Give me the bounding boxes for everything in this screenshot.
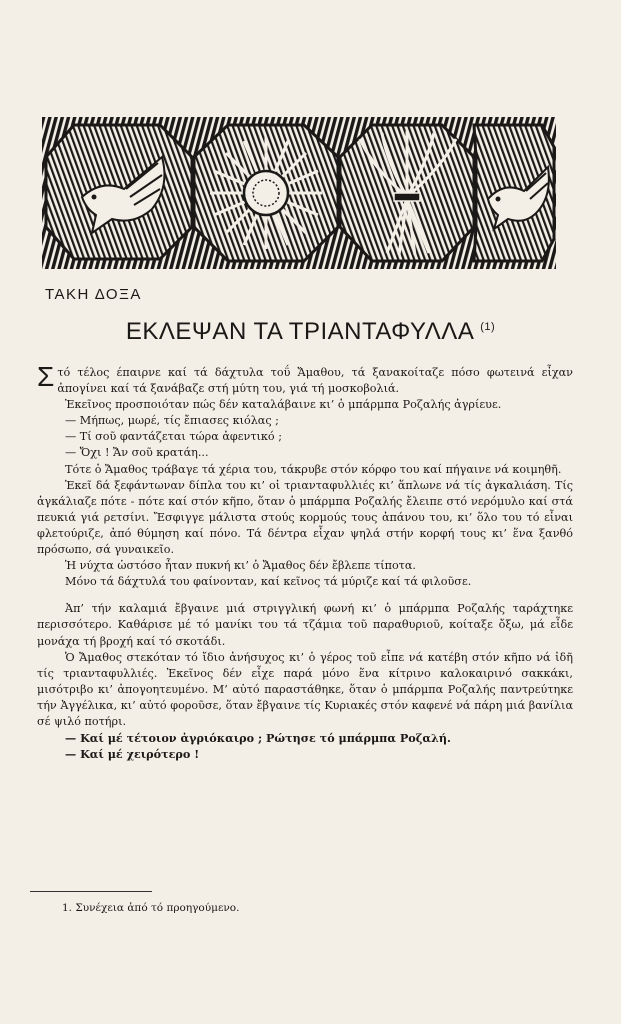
drop-cap: Σ [37, 361, 55, 392]
author-name: ΤΑΚΗ ΔΟΞΑ [45, 286, 142, 303]
paragraph: Ἡ νύχτα ὡστόσο ἦταν πυκνή κι’ ὁ Ἄμαθος δέν ἔβλεπε τίποτα. [65, 559, 416, 573]
woodcut-banner [42, 117, 556, 269]
footnote: 1. Συνέχεια ἀπό τό προηγούμενο. [62, 902, 240, 914]
story-title-text: ΕΚΛΕΨΑΝ ΤΑ ΤΡΙΑΝΤΑΦΥΛΛΑ [125, 318, 474, 345]
paragraph [37, 361, 573, 397]
footnote-marker: (1) [480, 321, 496, 333]
story-title [0, 318, 621, 346]
dialogue-line: — Καί μέ τέτοιον ἀγριόκαιρο ; Ρώτησε τό μπάρμπα Ροζαλή. [65, 731, 451, 746]
paragraph: Μόνο τά δάχτυλά του φαίνονταν, καί κεῖνος τά μύριζε καί τά φιλοῦσε. [65, 575, 472, 589]
sun-icon [194, 125, 338, 261]
paragraph: Ὁ Ἄμαθος στεκόταν τό ἴδιο ἀνήσυχος κι’ ὁ γέρος τοῦ εἶπε νά κατέβη στόν κῆπο νά ἰδῆ τίς τριανταφυλλιές. Ἐκεῖνος δέν εἶχε παρά μόνο ἕνα κίτρινο καλοκαιρινό σακκάκι, μισότριβο κι’ ἀπογοητευμένο. Μ’ αὐτό παραστάθηκε, ὅταν ὁ μπάρμπα Ροζαλής παντρεύτηκε τήν Ἀγγέλικα, κι’ αὐτό φοροῦσε, ὅταν ἔβγαινε τίς Κυριακές στόν καφενέ νά πάρη μιά βανίλια σέ ψιλό ποτήρι. [37, 650, 573, 728]
dove-icon [46, 125, 192, 259]
dialogue-line: — Τί σοῦ φαντάζεται τώρα ἀφεντικό ; [65, 430, 282, 444]
dove-icon [474, 125, 554, 261]
story-body [37, 361, 573, 762]
wheat-sheaf-icon [340, 125, 474, 261]
dialogue-line: — Ὄχι ! Ἄν σοῦ κρατάη... [65, 446, 209, 460]
dialogue-line: — Καί μέ χειρότερο ! [65, 747, 200, 762]
paragraph-text: τό τέλος έπαιρνε καί τά δάχτυλα τοΰ Ἄμαθου, τά ξανακοίταζε πόσο φωτεινά εἶχαν ἀπογίνει καί τά ξανάβαζε στή μύτη του, γιά τή μοσκοβολιά. [57, 366, 573, 396]
footnote-divider [30, 891, 152, 892]
paragraph: Τότε ὁ Ἄμαθος τράβαγε τά χέρια του, τάκρυβε στόν κόρφο του καί πήγαινε νά κοιμηθῆ. [65, 462, 562, 476]
paragraph: Ἐκεῖ δά ξεφάντωναν δίπλα του κι’ οἱ τριανταφυλλιές κι’ ἅπλωνε νά τίς ἀγκαλιάση. Τίς ἀγκάλιαζε πότε - πότε καί στόν κῆπο, ὅταν ὁ μπάρμπα Ροζαλής ἔλειπε στό νερόμυλο καί στά πευκιά γιά ρετσίνι. Ἔσφιγγε μάλιστα στούς κορμούς τους ἀπάνου του, κι’ ὅλο του τό εἶναι φλετούριζε, ἀπό θύμηση καί πόνο. Τά δέντρα εἶχαν ψηλά στήν κορφή τους κι’ ἕνα ξανθό πρόσωπο, σά γυναικεῖο. [37, 478, 573, 557]
paragraph: Ἐκεῖνος προσποιόταν πώς δέν καταλάβαινε κι’ ὁ μπάρμπα Ροζαλής ἀγρίευε. [65, 398, 502, 412]
paragraph: Ἀπ’ τήν καλαμιά ἔβγαινε μιά στριγγλική φωνή κι’ ὁ μπάρμπα Ροζαλής ταράχτηκε περισσότερο. Καθάρισε μέ τό μανίκι του τά τζάμια τοῦ παραθυριοῦ, κοίταξε ὄξω, μά εἶδε μονάχα τή βροχή καί τό σκοτάδι. [37, 602, 573, 648]
dialogue-line: — Μήπως, μωρέ, τίς ἔπιασες κιόλας ; [65, 414, 279, 428]
